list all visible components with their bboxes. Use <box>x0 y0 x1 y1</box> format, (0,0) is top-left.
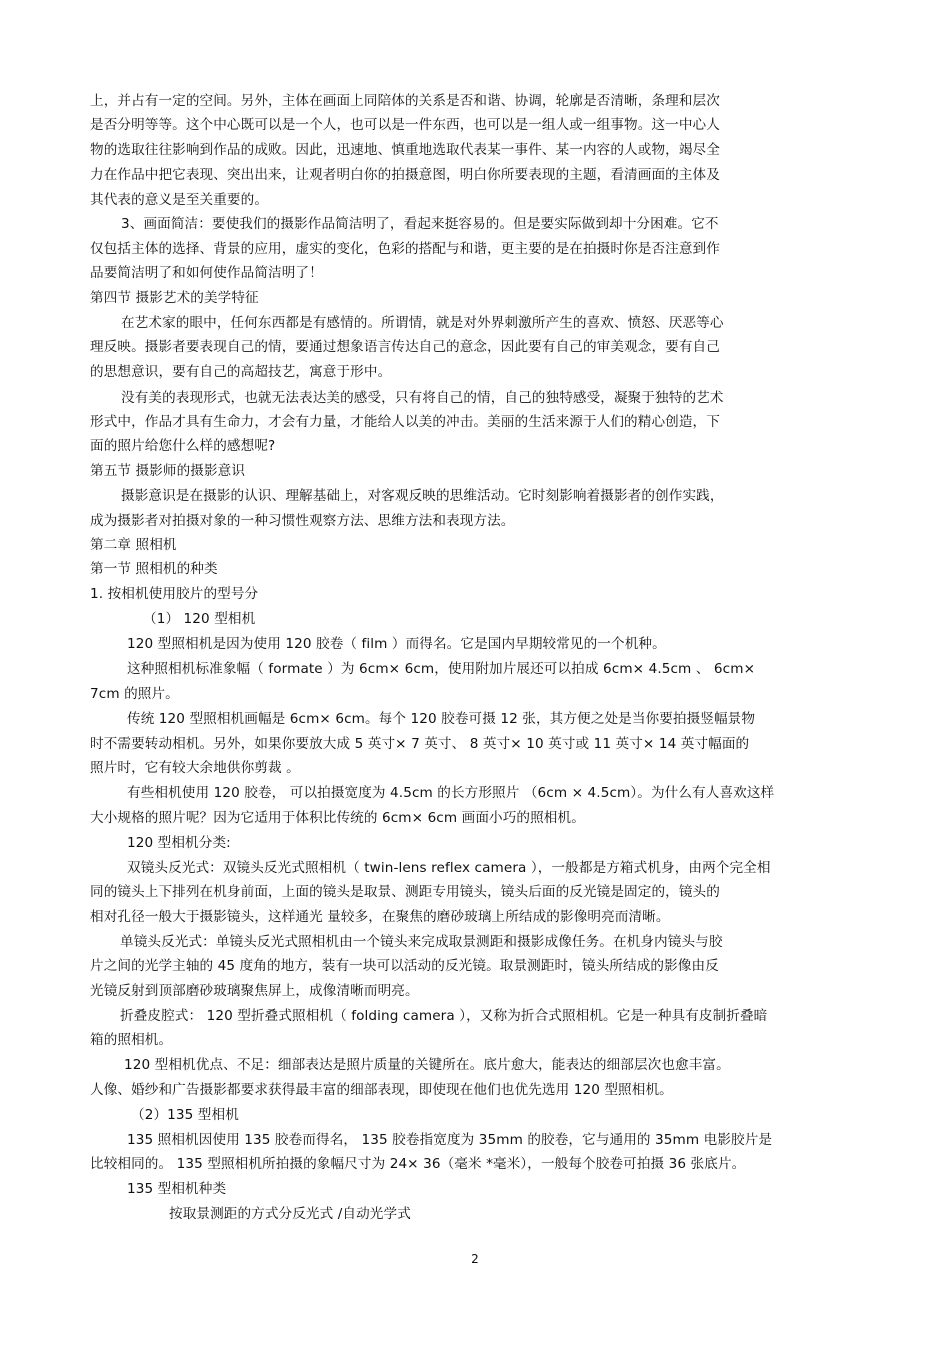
text-line: （2）135 型相机 <box>131 1107 239 1123</box>
text-line: 120 型相机分类: <box>127 835 231 851</box>
text-line: 形式中，作品才具有生命力，才会有力量，才能给人以美的冲击。美丽的生活来源于人们的精心创造，下 <box>90 414 720 430</box>
text-line: 没有美的表现形式，也就无法表达美的感受，只有将自己的情，自己的独特感受，凝聚于独特的艺术 <box>121 390 724 406</box>
text-line: 7cm 的照片。 <box>90 686 179 702</box>
text-line: 第四节 摄影艺术的美学特征 <box>90 290 259 306</box>
text-line: 人像、婚纱和广告摄影都要求获得最丰富的细部表现，即使现在他们也优先选用 120 型照相机。 <box>90 1082 673 1098</box>
text-line: 120 型相机优点、不足：细部表达是照片质量的关键所在。底片愈大，能表达的细部层次也愈丰富。 <box>124 1057 730 1073</box>
text-line: 单镜头反光式：单镜头反光式照相机由一个镜头来完成取景测距和摄影成像任务。在机身内镜头与胶 <box>120 934 723 950</box>
page-number: 2 <box>471 1252 479 1266</box>
text-line: 上，并占有一定的空间。另外，主体在画面上同陪体的关系是否和谐、协调，轮廓是否清晰，条理和层次 <box>90 93 720 109</box>
text-line: 有些相机使用 120 胶卷， 可以拍摄宽度为 4.5cm 的长方形照片 （6cm × 4.5cm）。为什么有人喜欢这样 <box>127 785 775 801</box>
text-line: 大小规格的照片呢？因为它适用于体积比传统的 6cm× 6cm 画面小巧的照相机。 <box>90 810 585 826</box>
text-line: 第二章 照相机 <box>90 537 177 553</box>
text-line: （1） 120 型相机 <box>143 611 256 627</box>
text-line: 相对孔径一般大于摄影镜头，这样通光 量较多，在聚焦的磨砂玻璃上所结成的影像明亮而清晰。 <box>90 909 670 925</box>
text-line: 品要简洁明了和如何使作品简洁明了！ <box>90 265 323 281</box>
text-line: 片之间的光学主轴的 45 度角的地方，装有一块可以活动的反光镜。取景测距时，镜头所结成的影像由反 <box>90 958 719 974</box>
text-line: 传统 120 型照相机画幅是 6cm× 6cm。每个 120 胶卷可摄 12 张，其方便之处是当你要拍摄竖幅景物 <box>127 711 756 727</box>
text-line: 仅包括主体的选择、背景的应用，虚实的变化，色彩的搭配与和谐，更主要的是在拍摄时你是否注意到作 <box>90 241 720 257</box>
text-line: 这种照相机标准象幅（ formate ）为 6cm× 6cm，使用附加片展还可以拍成 6cm× 4.5cm 、 6cm× <box>127 661 756 677</box>
text-line: 折叠皮腔式： 120 型折叠式照相机（ folding camera ），又称为折合式照相机。它是一种具有皮制折叠暗 <box>120 1008 768 1024</box>
text-line: 同的镜头上下排列在机身前面，上面的镜头是取景、测距专用镜头，镜头后面的反光镜是固定的，镜头的 <box>90 884 720 900</box>
text-line: 比较相同的。 135 型照相机所拍摄的象幅尺寸为 24× 36（毫米 *毫米），一般每个胶卷可拍摄 36 张底片。 <box>90 1156 746 1172</box>
text-line: 第五节 摄影师的摄影意识 <box>90 463 246 479</box>
text-line: 135 型相机种类 <box>127 1181 227 1197</box>
text-line: 理反映。摄影者要表现自己的情，要通过想象语言传达自己的意念，因此要有自己的审美观念，要有自己 <box>90 339 720 355</box>
text-line: 力在作品中把它表现、突出出来，让观者明白你的拍摄意图，明白你所要表现的主题，看清画面的主体及 <box>90 167 720 183</box>
text-line: 面的照片给您什么样的感想呢? <box>90 438 276 454</box>
text-line: 3、画面简洁：要使我们的摄影作品简洁明了，看起来挺容易的。但是要实际做到却十分困难。它不 <box>121 216 719 232</box>
text-line: 光镜反射到顶部磨砂玻璃聚焦屏上，成像清晰而明亮。 <box>90 983 419 999</box>
text-line: 箱的照相机。 <box>90 1032 173 1048</box>
text-line: 在艺术家的眼中，任何东西都是有感情的。所谓情，就是对外界刺激所产生的喜欢、愤怒、厌恶等心 <box>121 315 724 331</box>
text-line: 摄影意识是在摄影的认识、理解基础上，对客观反映的思维活动。它时刻影响着摄影者的创作实践， <box>121 488 724 504</box>
text-line: 照片时，它有较大余地供你剪裁 。 <box>90 760 300 776</box>
text-line: 物的选取往往影响到作品的成败。因此，迅速地、慎重地选取代表某一事件、某一内容的人或物，竭尽全 <box>90 142 720 158</box>
text-line: 成为摄影者对拍摄对象的一种习惯性观察方法、思维方法和表现方法。 <box>90 513 515 529</box>
text-line: 1. 按相机使用胶片的型号分 <box>90 586 259 602</box>
text-line: 时不需要转动相机。另外，如果你要放大成 5 英寸× 7 英寸、 8 英寸× 10 英寸或 11 英寸× 14 英寸幅面的 <box>90 736 750 752</box>
text-line: 是否分明等等。这个中心既可以是一个人，也可以是一件东西，也可以是一组人或一组事物。这一中心人 <box>90 117 720 133</box>
text-line: 按取景测距的方式分反光式 /自动光学式 <box>169 1206 411 1222</box>
text-line: 其代表的意义是至关重要的。 <box>90 192 269 208</box>
text-line: 双镜头反光式：双镜头反光式照相机（ twin-lens reflex camera ），一般都是方箱式机身，由两个完全相 <box>127 860 771 876</box>
text-line: 第一节 照相机的种类 <box>90 561 218 577</box>
text-line: 的思想意识，要有自己的高超技艺，寓意于形中。 <box>90 364 392 380</box>
text-line: 135 照相机因使用 135 胶卷而得名， 135 胶卷指宽度为 35mm 的胶卷，它与通用的 35mm 电影胶片是 <box>127 1132 773 1148</box>
text-line: 120 型照相机是因为使用 120 胶卷（ film ）而得名。它是国内早期较常见的一个机种。 <box>127 636 666 652</box>
